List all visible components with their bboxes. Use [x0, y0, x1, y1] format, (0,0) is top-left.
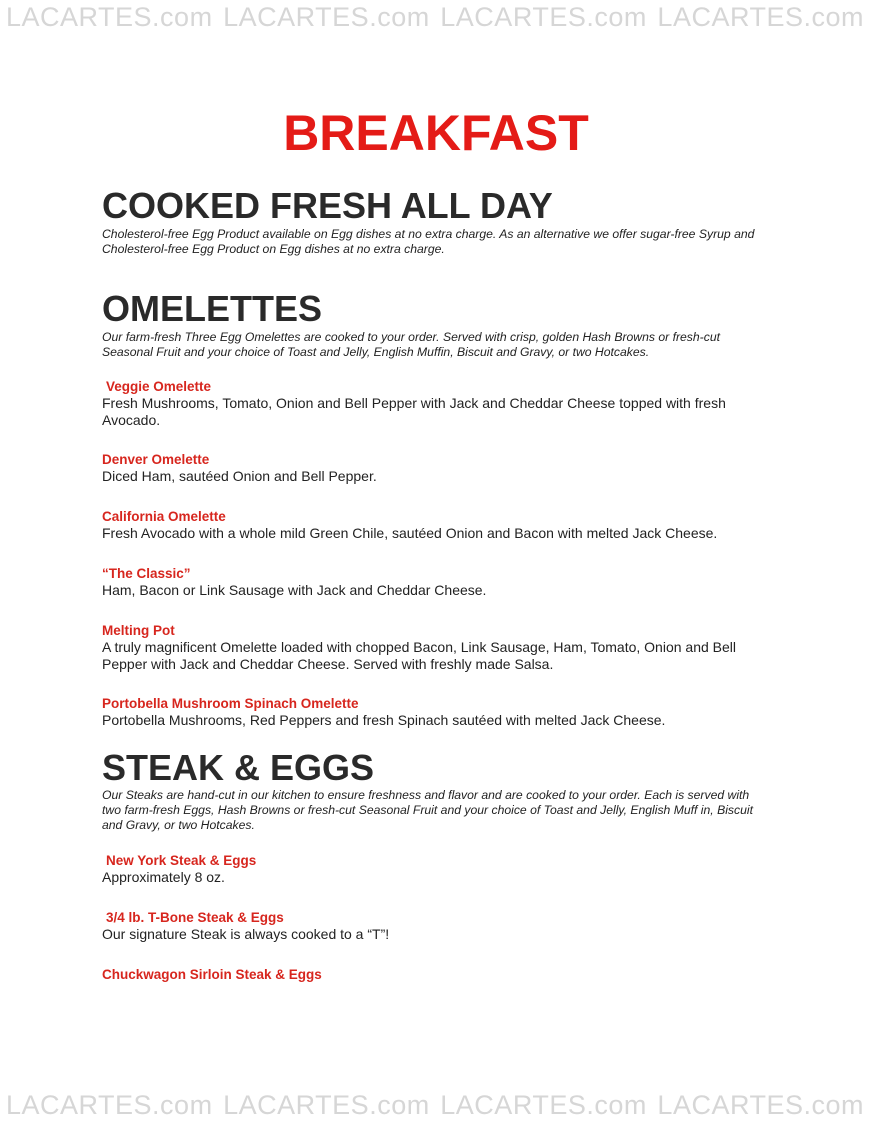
watermark-bottom	[0, 1090, 870, 1121]
menu-item-description: Approximately 8 oz.	[102, 869, 225, 885]
menu-item	[102, 852, 770, 886]
menu-item-description: Portobella Mushrooms, Red Peppers and fresh Spinach sautéed with melted Jack Cheese.	[102, 712, 666, 728]
menu-item	[102, 695, 770, 729]
menu-item-name: 3/4 lb. T-Bone Steak & Eggs	[106, 910, 284, 925]
menu-item	[102, 508, 770, 542]
menu-item	[102, 451, 770, 485]
watermark-text: LACARTES.com	[223, 1090, 430, 1120]
section-heading-cooked-fresh: COOKED FRESH ALL DAY	[102, 185, 553, 226]
watermark-text: LACARTES.com	[440, 1090, 647, 1120]
menu-item-name: New York Steak & Eggs	[106, 853, 257, 868]
menu-item	[102, 565, 770, 599]
page-title: BREAKFAST	[283, 105, 589, 161]
menu-item-name: Portobella Mushroom Spinach Omelette	[102, 696, 359, 711]
menu-item-description: A truly magnificent Omelette loaded with chopped Bacon, Link Sausage, Ham, Tomato, Onion and Bell Pepper with Jack and Cheddar Cheese. Served with freshly made Salsa.	[102, 639, 736, 672]
watermark-text: LACARTES.com	[6, 1090, 213, 1120]
menu-item	[102, 622, 770, 673]
watermark-text: LACARTES.com	[440, 2, 647, 32]
menu-item-name: California Omelette	[102, 509, 226, 524]
section-description: Cholesterol-free Egg Product available on Egg dishes at no extra charge. As an alternative we offer sugar-free Syrup and Cholesterol-free Egg Product on Egg dishes at no extra charge.	[102, 227, 755, 256]
watermark-text: LACARTES.com	[657, 1090, 864, 1120]
watermark-text: LACARTES.com	[223, 2, 430, 32]
menu-item-name: “The Classic”	[102, 566, 191, 581]
menu-item	[102, 909, 770, 943]
section-heading-omelettes: OMELETTES	[102, 288, 323, 329]
menu-item	[102, 966, 770, 983]
watermark-top	[0, 2, 870, 33]
menu-item-name: Denver Omelette	[102, 452, 210, 467]
watermark-text: LACARTES.com	[6, 2, 213, 32]
menu-item-name: Chuckwagon Sirloin Steak & Eggs	[102, 967, 322, 982]
section-description: Our farm-fresh Three Egg Omelettes are cooked to your order. Served with crisp, golden Hash Browns or fresh-cut Seasonal Fruit and your choice of Toast and Jelly, English Muffin, Biscuit and Gravy, or two Hotcakes.	[102, 330, 720, 359]
menu-item-description: Our signature Steak is always cooked to a “T”!	[102, 926, 390, 942]
menu-item-description: Diced Ham, sautéed Onion and Bell Pepper.	[102, 468, 377, 484]
menu-item-description: Ham, Bacon or Link Sausage with Jack and Cheddar Cheese.	[102, 582, 487, 598]
menu-item-description: Fresh Avocado with a whole mild Green Chile, sautéed Onion and Bacon with melted Jack Cheese.	[102, 525, 718, 541]
section-description: Our Steaks are hand-cut in our kitchen to ensure freshness and flavor and are cooked to your order. Each is served with two farm-fresh Eggs, Hash Browns or fresh-cut Seasonal Fruit and your choice of Toast and Jelly, English Muff in, Biscuit and Gravy, or two Hotcakes.	[102, 788, 753, 832]
watermark-text: LACARTES.com	[657, 2, 864, 32]
menu-item-description: Fresh Mushrooms, Tomato, Onion and Bell Pepper with Jack and Cheddar Cheese topped with fresh Avocado.	[102, 395, 726, 428]
menu-item-name: Melting Pot	[102, 623, 175, 638]
menu-item-name: Veggie Omelette	[106, 379, 212, 394]
menu-item	[102, 378, 770, 429]
section-heading-steak-eggs: STEAK & EGGS	[102, 747, 375, 788]
